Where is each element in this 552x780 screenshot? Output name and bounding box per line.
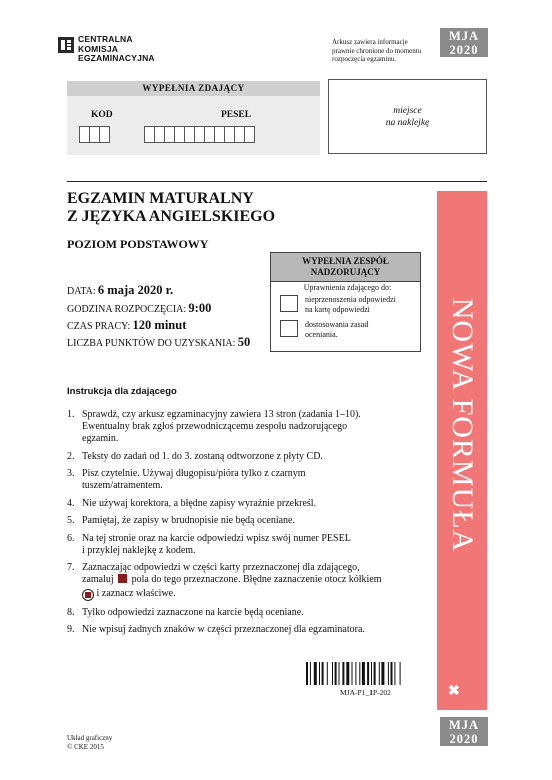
pesel-label: PESEL xyxy=(221,110,252,120)
exam-points: LICZBA PUNKTÓW DO UZYSKANIA: 50 xyxy=(67,335,251,349)
option-adjusted-grading-label: dostosowania zasad oceniania. xyxy=(305,320,369,339)
layout-credit: Układ graficzny © CKE 2015 xyxy=(67,734,113,751)
sticker-placeholder[interactable]: miejsce na naklejkę xyxy=(328,79,487,154)
cke-logo-text: CENTRALNA KOMISJA EGZAMINACYJNA xyxy=(78,34,155,63)
exam-date: DATA: 6 maja 2020 r. xyxy=(67,283,174,297)
instructions-list xyxy=(67,409,412,642)
list-item: 3. Pisz czytelnie. Używaj długopisu/pióra tylko z czarnym tuszem/atramentem. xyxy=(67,468,306,491)
exam-code-badge-top: MJA 2020 xyxy=(440,28,488,57)
list-item: 2. Teksty do zadań od 1. do 3. zostaną odtworzone z płyty CD. xyxy=(67,450,323,462)
barcode-caption: MJA-P1_1P-202 xyxy=(340,688,391,697)
filled-square-icon xyxy=(118,574,127,583)
kod-cells[interactable] xyxy=(79,126,109,143)
new-formula-label: NOWA FORMUŁA xyxy=(446,297,479,553)
list-item: 7. Zaznaczając odpowiedzi w części karty przeznaczonej dla zdającego, zamaluj pola do tego przeznaczone. Błędne zaznaczenie otocz kółkiem i zaznacz właściwe. xyxy=(67,562,382,599)
exam-duration: CZAS PRACY: 120 minut xyxy=(67,318,187,332)
option-no-transfer-label: nieprzenoszenia odpowiedzi na kartę odpowiedzi xyxy=(305,295,396,314)
digit-cell[interactable] xyxy=(99,126,110,143)
candidate-fill-heading: WYPEŁNIA ZDAJĄCY xyxy=(67,81,320,96)
list-item: 8. Tylko odpowiedzi zaznaczone na karcie będą oceniane. xyxy=(67,606,304,618)
option-no-transfer-checkbox[interactable] xyxy=(280,295,298,312)
cross-mark-icon: ✖ xyxy=(448,684,460,699)
header-divider xyxy=(67,181,487,182)
list-item: 4. Nie używaj korektora, a błędne zapisy wyraźnie przekreśl. xyxy=(67,497,317,509)
exam-level: POZIOM PODSTAWOWY xyxy=(67,237,209,251)
exam-title: EGZAMIN MATURALNY Z JĘZYKA ANGIELSKIEGO xyxy=(67,190,276,225)
list-item: 5. Pamiętaj, że zapisy w brudnopisie nie będą oceniane. xyxy=(67,515,295,526)
examiner-fill-heading: WYPEŁNIA ZESPÓŁ NADZORUJĄCY xyxy=(270,252,421,282)
examiner-fill-area xyxy=(270,282,421,352)
confidentiality-notice: Arkusz zawiera informacje prawnie chronione do momentu rozpoczęcia egzaminu. xyxy=(332,38,422,63)
cke-logo-icon xyxy=(58,37,74,53)
list-item: 9. Nie wpisuj żadnych znaków w części przeznaczonej dla egzaminatora. xyxy=(67,624,365,635)
exam-start-time: GODZINA ROZPOCZĘCIA: 9:00 xyxy=(67,301,212,315)
circled-square-icon xyxy=(82,589,94,601)
option-adjusted-grading-checkbox[interactable] xyxy=(280,320,298,337)
exam-code-badge-bottom: MJA 2020 xyxy=(440,717,488,746)
instructions-title: Instrukcja dla zdającego xyxy=(67,386,177,397)
examiner-caption: Uprawnienia zdającego do: xyxy=(303,283,392,292)
list-item: 6. Na tej stronie oraz na karcie odpowiedzi wpisz swój numer PESEL i przyklej naklejkę z kodem. xyxy=(67,532,351,556)
digit-cell[interactable] xyxy=(244,126,255,143)
list-item: 1. Sprawdź, czy arkusz egzaminacyjny zawiera 13 stron (zadania 1–10). Ewentualny brak zgłoś przewodniczącemu zespołu nadzorującego egzamin. xyxy=(67,409,361,444)
barcode-icon xyxy=(306,662,431,685)
kod-label: KOD xyxy=(91,110,113,120)
pesel-cells[interactable] xyxy=(144,126,254,143)
